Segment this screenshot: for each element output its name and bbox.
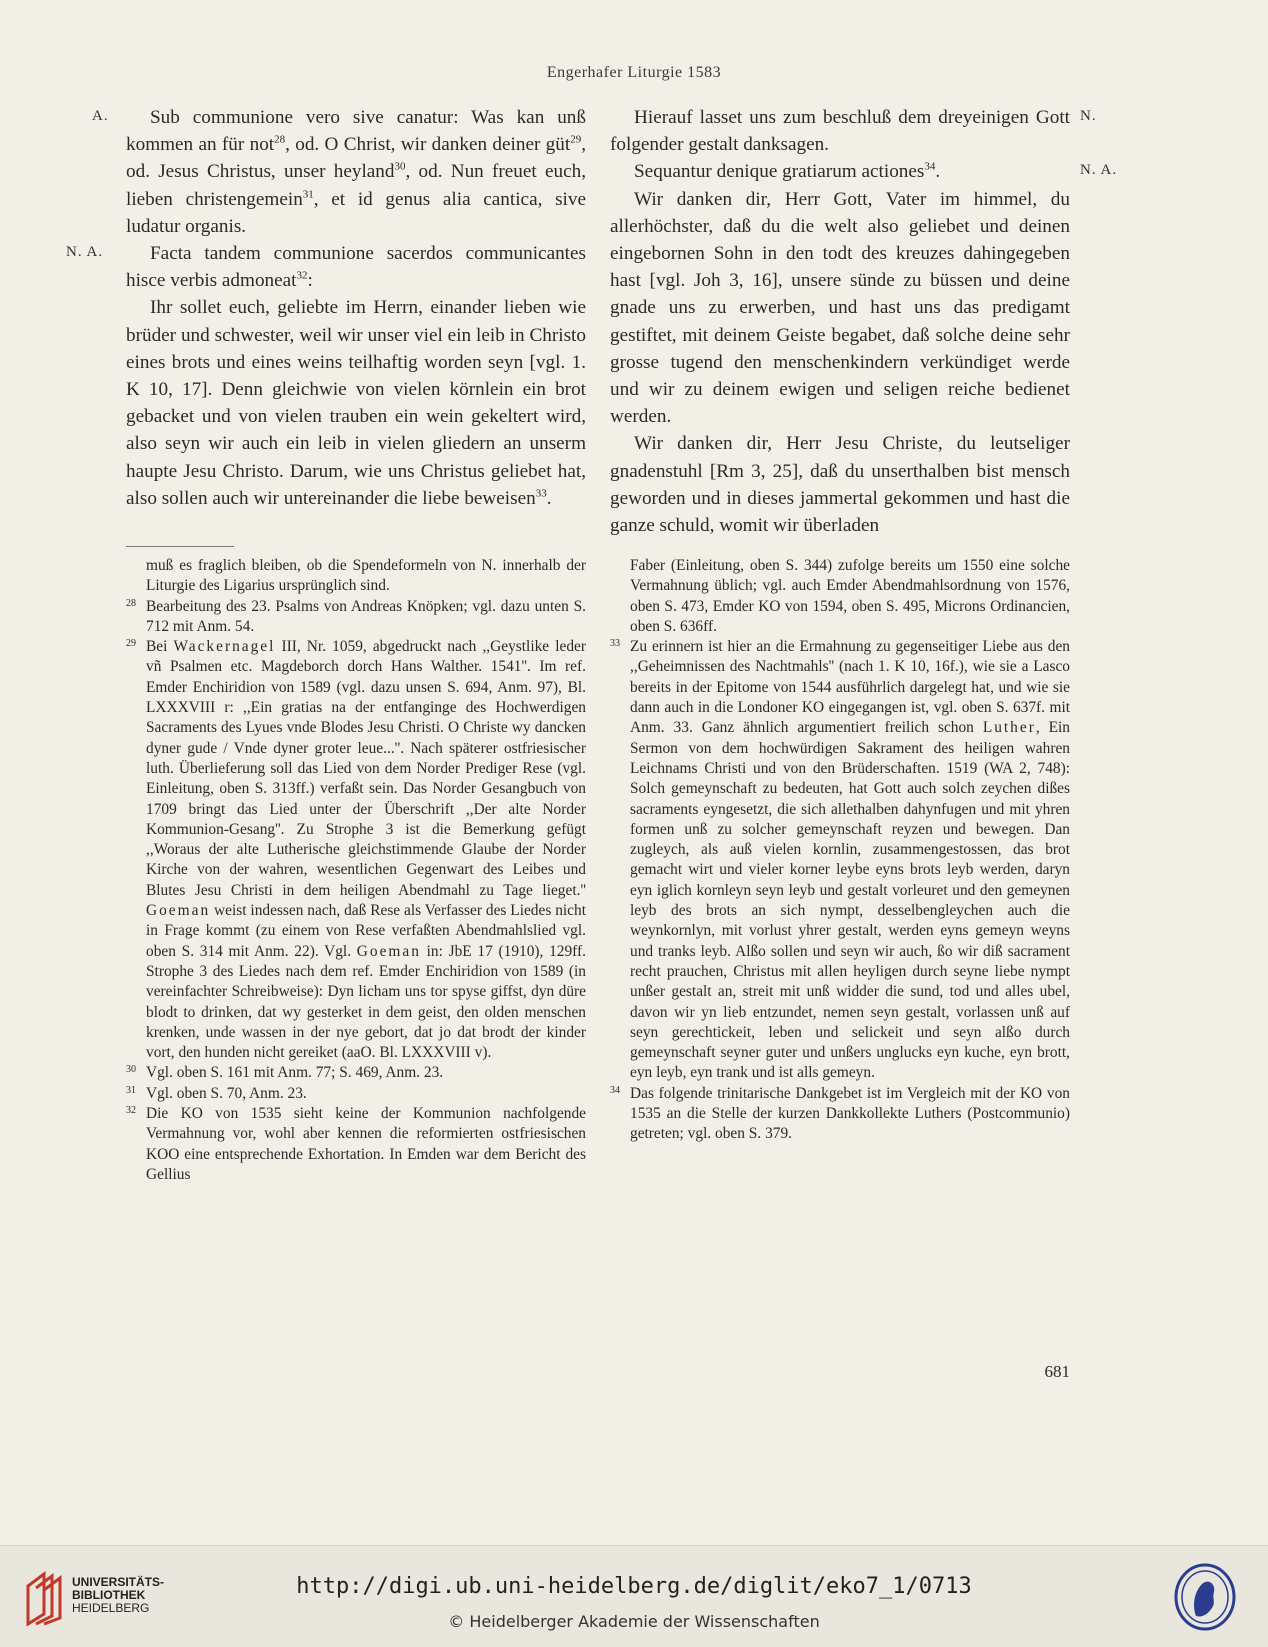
footnote-33: 33 Zu erinnern ist hier an die Ermahnung zu gegenseitiger Liebe aus den ,,Geheimnissen des Nachtmahls'' (nach 1. K 10, 16f.), wie sie a Lasco bereits in der Epitome von 1544 ausführlich dargelegt hat, und wie sie dann auch in die Londoner KO eingegangen ist, vgl. oben S. 637f. mit Anm. 33. Ganz ähnlich argumentiert freilich schon Luther, Ein Sermon von dem hochwürdigen Sakrament des heiligen wahren Leichnams Christi und von den Brüderschaften. 1519 (WA 2, 748): Solch gemeynschaft zu bedeuten, hat Gott auch solch zeychen dißes sacraments eyngesetzt, die sich allethalben dahynfugen und mit yhren formen unß zu solcher gemeynschaft reyzen und bewegen. Dan zugleych, als auß vielen kornlin, zusammengestossen, das brot gemacht wirt und vieler korner leybe eyns brots leyb werden, daryn eyn iglich kornleyn seyn leyb und gestalt vorleuret und den gemeynen leyb des brots an sich nympt, desselbengleychen auch die weynkornlyn, mit vorlust yhrer gestalt, werden eyns gemeyn weyns und tranks leyb. Alßo sollen und seyn wir auch, ßo wir diß sacrament recht prauchen, Christus mit allen heyligen durch seyne liebe nympt unßer gestalt an, streit mit unß widder die sund, tod und alles ubel, davon wir yn lieb entzundet, nemen seyn gestalt, vorlassen unß auf seyn gerechtickeit, leben und selickeit und seyn alßo durch gemeynschaft seyner guter und unßers unglucks eyn kuche, eyn brott, eyn leyb, eyn trank und ist alls gemeyn. [610,638,1070,1082]
main-text-right [610,104,1070,539]
source-url-link[interactable]: http://digi.ub.uni-heidelberg.de/diglit/eko7_1/0713 [296,1574,972,1599]
paragraph-sequantur: Sequantur denique gratiarum actiones$^{34}$. [634,161,941,183]
footnote-30: 30 Vgl. oben S. 161 mit Anm. 77; S. 469, Anm. 23. [126,1064,444,1082]
margin-note-na-right: N. A. [1080,162,1118,178]
margin-note-n-right: N. [1080,108,1097,124]
page-header: Engerhafer Liturgie 1583 [546,64,722,81]
footnote-32-continuation: Faber (Einleitung, oben S. 344) zufolge bereits um 1550 eine solche Vermahnung üblich; vgl. auch Emder Abendmahlsordnung von 1576, oben S. 473, Emder KO von 1594, oben S. 495, Microns Ordinancien, oben S. 636ff. [630,557,1070,635]
footnote-34: 34 Das folgende trinitarische Dankgebet ist im Vergleich mit der KO von 1535 an die Stelle der kurzen Dankkollekte Luthers (Postcommunio) getreten; vgl. oben S. 379. [610,1084,1070,1143]
main-text-left [126,104,586,512]
paragraph-prayer-father: Wir danken dir, Herr Gott, Vater im himmel, du allerhöchster, daß du die welt also geliebet und deinen eingebornen Sohn in den todt des kreuzes dahingegeben hast [vgl. Joh 3, 16], unsere sünde zu büssen und deine gnade uns zu erwerben, und hast uns das predigamt gestiftet, mit deinem Geiste begabet, daß solche deine sehr grosse tugend den menschenkindern verkündiget werde und wir zu deinem ewigen und seligen reiche bedienet werden. [610,188,1070,428]
paragraph-exhortation: Ihr sollet euch, geliebte im Herrn, einander lieben wie brüder und schwester, weil wir unser viel ein leib in Christo eines brots und eines weins teilhaftig worden seyn [vgl. 1. K 10, 17]. Denn gleichwie von vielen körnlein ein brot gebacket und von vielen trauben ein wein gekeltert wird, also seyn wir auch ein leib in vielen gliedern an unserm haupte Jesu Christo. Darum, wie uns Christus geliebet hat, also sollen auch wir untereinander die liebe beweisen$^{33}$. [126,297,586,509]
library-name: UNIVERSITÄTS- BIBLIOTHEK HEIDELBERG [72,1575,165,1615]
margin-note-na-left: N. A. [66,244,104,260]
footnote-29: 29 Bei Wackernagel III, Nr. 1059, abgedruckt nach ,,Geystlike leder vñ Psalmen etc. Magdeborch dorch Hans Walther. 1541''. Im ref. Emder Enchiridion von 1589 (vgl. dazu unsen S. 694, Anm. 97), Bl. LXXXVIII r: ,,Ein gratias na der entfanginge des Hochwerdigen Sacraments des Lyues vnde Blodes Jesu Christi. O Christe wy dancken dyner gude / Vnde dyner groter leue...''. Nach späterer ostfriesischer luth. Überlieferung soll das Lied von dem Norder Prediger Rese (vgl. Einleitung, oben S. 313ff.) verfaßt sein. Das Norder Gesangbuch von 1709 bringt das Lied unter der Überschrift ,,Der alte Norder Kommunion-Gesang''. Zu Strophe 3 ist die Bemerkung gefügt ,,Woraus der alte Lutherische gleichstimmende Glaube der Norder Kirche von der wahren, wesentlichen Gegenwart des Leibes und Blutes Jesu Christi in dem heiligen Abendmahl zu Tage lieget.'' Goeman weist indessen nach, daß Rese als Verfasser des Liedes nicht in Frage kommt (zu einem von Rese verfaßten Abendmahlslied vgl. oben S. 314 mit Anm. 22). Vgl. Goeman in: JbE 17 (1910), 129ff. Strophe 3 des Liedes nach dem ref. Emder Enchiridion von 1589 (in vereinfachter Schreibweise): Dyn licham uns tor spyse giffst, dyn düre blodt to drinken, dat wy gesterket in dem geist, den olden menschen krenken, unde wassen in der nye gebort, dat jo dat brodt der kinder vort, den hunden nicht gereiket (aaO. Bl. LXXXVIII v). [126,638,587,1062]
footer-bar [0,1545,1268,1647]
footnote-31: 31 Vgl. oben S. 70, Anm. 23. [126,1084,307,1102]
academy-seal-icon [1172,1562,1238,1632]
paragraph-prayer-jesus: Wir danken dir, Herr Jesu Christe, du leutseliger gnadenstuhl [Rm 3, 25], daß du unserthalben bist mensch geworden und in dieses jammertal gekommen und hast die ganze schuld, womit wir überladen [610,433,1070,537]
footnote-continuation: muß es fraglich bleiben, ob die Spendeformeln von N. innerhalb der Liturgie des Ligarius ursprünglich sind. [146,557,586,595]
copyright-notice: © Heidelberger Akademie der Wissenschaften [448,1612,820,1631]
footnote-28: 28 Bearbeitung des 23. Psalms von Andreas Knöpken; vgl. dazu unten S. 712 mit Anm. 54. [126,597,586,635]
footnotes-left [126,556,586,1185]
footnote-32: 32 Die KO von 1535 sieht keine der Kommunion nachfolgende Vermahnung vor, wohl aber kennen die reformierten ostfriesischen KOO eine entsprechende Exhortation. In Emden war dem Bericht des Gellius [126,1105,586,1183]
page-number: 681 [1044,1362,1070,1381]
margin-note-a: A. [92,108,109,124]
paragraph-facta: Facta tandem communione sacerdos communicantes hisce verbis admoneat$^{32}$: [126,243,586,292]
paragraph-communion: Sub communione vero sive canatur: Was kan unß kommen an für not$^{28}$, od. O Christ, wir danken deiner güt$^{29}$, od. Jesus Christus, unser heyland$^{30}$, od. Nun freuet euch, lieben christengemein$^{31}$, et id genus alia cantica, sive ludatur organis. [126,107,586,237]
footnote-rule [126,546,234,547]
footnotes-right [610,556,1070,1145]
paragraph-hierauf: Hierauf lasset uns zum beschluß dem dreyeinigen Gott folgender gestalt danksagen. [610,107,1070,156]
